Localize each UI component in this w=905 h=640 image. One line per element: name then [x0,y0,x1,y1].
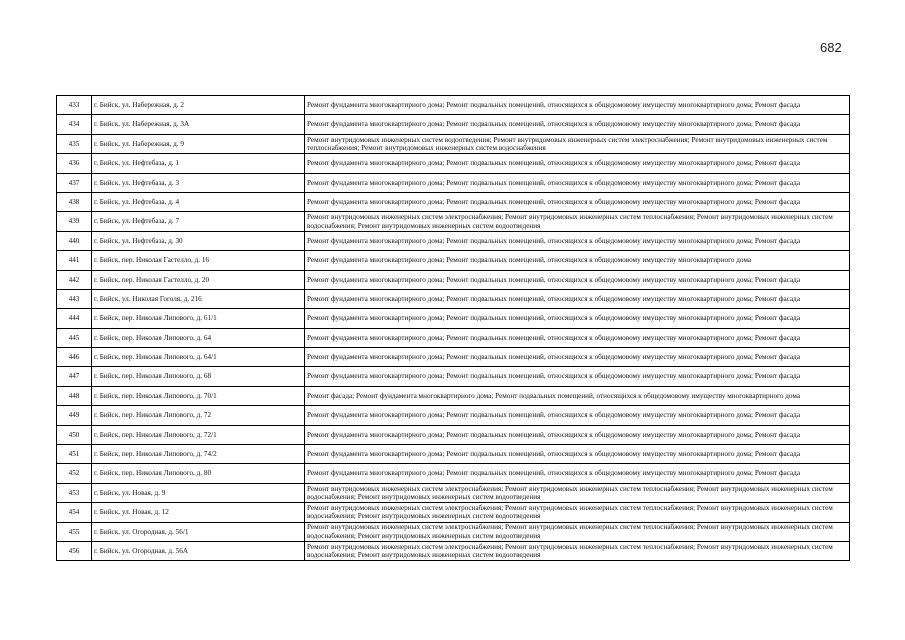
row-number-cell: 440 [57,231,92,250]
works-cell [305,425,850,444]
table-row [57,425,850,444]
address-cell: г. Бийск, пер. Николая Липового, д. 72/1 [92,425,305,444]
table-row [57,483,850,502]
table-row [57,541,850,560]
registry-table-body [57,96,850,561]
row-number-cell: 434 [57,115,92,134]
address-cell: г. Бийск, пер. Николая Липового, д. 68 [92,367,305,386]
row-number-cell: 433 [57,96,92,115]
works-text: Ремонт фундамента многоквартирного дома; Ремонт подвальных помещений, относящихся к общедомовому имуществу многоквартирного дома; Ремонт фасада [307,314,801,323]
works-text: Ремонт фундамента многоквартирного дома; Ремонт подвальных помещений, относящихся к общедомовому имуществу многоквартирного дома; Ремонт фасада [307,333,801,342]
row-number-cell: 445 [57,328,92,347]
address-cell: г. Бийск, ул. Огородная, д. 56/1 [92,522,305,541]
row-number-cell: 437 [57,173,92,192]
works-text: Ремонт фундамента многоквартирного дома; Ремонт подвальных помещений, относящихся к общедомовому имуществу многоквартирного дома; Ремонт фасада [307,372,801,381]
table-row [57,503,850,522]
works-text: Ремонт фундамента многоквартирного дома; Ремонт подвальных помещений, относящихся к общедомовому имуществу многоквартирного дома; Ремонт фасада [307,236,801,245]
works-text: Ремонт фундамента многоквартирного дома; Ремонт подвальных помещений, относящихся к общедомовому имуществу многоквартирного дома; Ремонт фасада [307,100,801,109]
works-cell [305,367,850,386]
table-row [57,289,850,308]
works-text: Ремонт фундамента многоквартирного дома; Ремонт подвальных помещений, относящихся к общедомовому имуществу многоквартирного дома; Ремонт фасада [307,411,801,420]
address-cell: г. Бийск, ул. Набережная, д. 3А [92,115,305,134]
works-text: Ремонт фундамента многоквартирного дома; Ремонт подвальных помещений, относящихся к общедомовому имуществу многоквартирного дома; Ремонт фасада [307,159,801,168]
works-cell [305,464,850,483]
works-cell [305,522,850,541]
table-row [57,173,850,192]
address-cell: г. Бийск, пер. Николая Липового, д. 70/1 [92,386,305,405]
works-text: Ремонт фасада; Ремонт фундамента многоквартирного дома; Ремонт подвальных помещений, относящихся к общедомовому имуществу многоквартирного дома [307,391,801,400]
works-cell [305,96,850,115]
works-text: Ремонт фундамента многоквартирного дома; Ремонт подвальных помещений, относящихся к общедомовому имуществу многоквартирного дома; Ремонт фасада [307,197,801,206]
works-cell [305,173,850,192]
table-row [57,96,850,115]
works-text: Ремонт фундамента многоквартирного дома; Ремонт подвальных помещений, относящихся к общедомовому имуществу многоквартирного дома; Ремонт фасада [307,430,801,439]
works-text: Ремонт внутридомовых инженерных систем водоотведения; Ремонт внутридомовых инженерных систем электроснабжения; Ремонт внутридомовых инженерных систем теплоснабжения; Ремонт внутридомовых инженерных систем водоснабжения [307,135,828,152]
address-cell: г. Бийск, пер. Николая Гастелло, д. 16 [92,251,305,270]
table-row [57,251,850,270]
table-row [57,464,850,483]
table-row [57,328,850,347]
works-text: Ремонт фундамента многоквартирного дома; Ремонт подвальных помещений, относящихся к общедомовому имуществу многоквартирного дома; Ремонт фасада [307,178,801,187]
row-number-cell: 446 [57,348,92,367]
works-cell [305,289,850,308]
row-number-cell: 456 [57,541,92,560]
works-text: Ремонт фундамента многоквартирного дома; Ремонт подвальных помещений, относящихся к общедомовому имуществу многоквартирного дома; Ремонт фасада [307,469,801,478]
works-text: Ремонт внутридомовых инженерных систем электроснабжения; Ремонт внутридомовых инженерных систем теплоснабжения; Ремонт внутридомовых инженерных систем водоснабжения; Ремонт внутридомовых инженерных систем водоотведения [307,484,833,501]
row-number-cell: 454 [57,503,92,522]
works-cell [305,348,850,367]
row-number-cell: 453 [57,483,92,502]
row-number-cell: 438 [57,192,92,211]
works-cell [305,445,850,464]
table-row [57,134,850,153]
address-cell: г. Бийск, пер. Николая Липового, д. 61/1 [92,309,305,328]
works-cell [305,406,850,425]
table-row [57,154,850,173]
address-cell: г. Бийск, ул. Нефтебаза, д. 1 [92,154,305,173]
table-row [57,212,850,231]
works-cell [305,309,850,328]
works-cell [305,231,850,250]
table-row [57,348,850,367]
works-text: Ремонт внутридомовых инженерных систем электроснабжения; Ремонт внутридомовых инженерных систем теплоснабжения; Ремонт внутридомовых инженерных систем водоснабжения; Ремонт внутридомовых инженерных систем водоотведения [307,523,833,540]
works-text: Ремонт фундамента многоквартирного дома; Ремонт подвальных помещений, относящихся к общедомовому имуществу многоквартирного дома; Ремонт фасада [307,294,801,303]
address-cell: г. Бийск, ул. Нефтебаза, д. 4 [92,192,305,211]
table-row [57,386,850,405]
address-cell: г. Бийск, ул. Нефтебаза, д. 7 [92,212,305,231]
row-number-cell: 451 [57,445,92,464]
address-cell: г. Бийск, пер. Николая Липового, д. 80 [92,464,305,483]
registry-table [56,95,850,561]
row-number-cell: 439 [57,212,92,231]
works-cell [305,386,850,405]
row-number-cell: 443 [57,289,92,308]
works-cell [305,503,850,522]
row-number-cell: 444 [57,309,92,328]
row-number-cell: 455 [57,522,92,541]
address-cell: г. Бийск, ул. Николая Гоголя, д. 216 [92,289,305,308]
row-number-cell: 449 [57,406,92,425]
address-cell: г. Бийск, ул. Новая, д. 12 [92,503,305,522]
row-number-cell: 441 [57,251,92,270]
page-number: 682 [820,40,842,55]
works-cell [305,134,850,153]
row-number-cell: 447 [57,367,92,386]
table-row [57,231,850,250]
row-number-cell: 442 [57,270,92,289]
works-text: Ремонт внутридомовых инженерных систем электроснабжения; Ремонт внутридомовых инженерных систем теплоснабжения; Ремонт внутридомовых инженерных систем водоснабжения; Ремонт внутридомовых инженерных систем водоотведения [307,542,833,560]
works-cell [305,328,850,347]
works-text: Ремонт фундамента многоквартирного дома; Ремонт подвальных помещений, относящихся к общедомовому имуществу многоквартирного дома; Ремонт фасада [307,120,801,129]
address-cell: г. Бийск, ул. Набережная, д. 2 [92,96,305,115]
works-cell [305,251,850,270]
address-cell: г. Бийск, пер. Николая Липового, д. 74/2 [92,445,305,464]
table-row [57,270,850,289]
table-row [57,367,850,386]
works-cell [305,192,850,211]
works-cell [305,212,850,231]
works-cell [305,483,850,502]
address-cell: г. Бийск, ул. Набережная, д. 9 [92,134,305,153]
works-cell [305,541,850,560]
address-cell: г. Бийск, пер. Николая Липового, д. 64/1 [92,348,305,367]
table-row [57,115,850,134]
row-number-cell: 448 [57,386,92,405]
table-row [57,309,850,328]
table-row [57,192,850,211]
works-text: Ремонт внутридомовых инженерных систем электроснабжения; Ремонт внутридомовых инженерных систем теплоснабжения; Ремонт внутридомовых инженерных систем водоснабжения; Ремонт внутридомовых инженерных систем водоотведения [307,503,833,521]
works-cell [305,154,850,173]
address-cell: г. Бийск, ул. Нефтебаза, д. 30 [92,231,305,250]
row-number-cell: 436 [57,154,92,173]
row-number-cell: 452 [57,464,92,483]
table-row [57,445,850,464]
row-number-cell: 435 [57,134,92,153]
works-text: Ремонт фундамента многоквартирного дома; Ремонт подвальных помещений, относящихся к общедомовому имуществу многоквартирного дома [307,256,752,265]
table-row [57,406,850,425]
address-cell: г. Бийск, пер. Николая Липового, д. 72 [92,406,305,425]
address-cell: г. Бийск, ул. Нефтебаза, д. 3 [92,173,305,192]
works-text: Ремонт внутридомовых инженерных систем электроснабжения; Ремонт внутридомовых инженерных систем теплоснабжения; Ремонт внутридомовых инженерных систем водоснабжения; Ремонт внутридомовых инженерных систем водоотведения [307,213,833,230]
address-cell: г. Бийск, ул. Новая, д. 9 [92,483,305,502]
works-text: Ремонт фундамента многоквартирного дома; Ремонт подвальных помещений, относящихся к общедомовому имуществу многоквартирного дома; Ремонт фасада [307,275,801,284]
address-cell: г. Бийск, пер. Николая Гастелло, д. 20 [92,270,305,289]
works-text: Ремонт фундамента многоквартирного дома; Ремонт подвальных помещений, относящихся к общедомовому имуществу многоквартирного дома; Ремонт фасада [307,450,801,459]
address-cell: г. Бийск, пер. Николая Липового, д. 64 [92,328,305,347]
row-number-cell: 450 [57,425,92,444]
works-cell [305,115,850,134]
works-text: Ремонт фундамента многоквартирного дома; Ремонт подвальных помещений, относящихся к общедомовому имуществу многоквартирного дома; Ремонт фасада [307,353,801,362]
address-cell: г. Бийск, ул. Огородная, д. 56А [92,541,305,560]
table-row [57,522,850,541]
works-cell [305,270,850,289]
